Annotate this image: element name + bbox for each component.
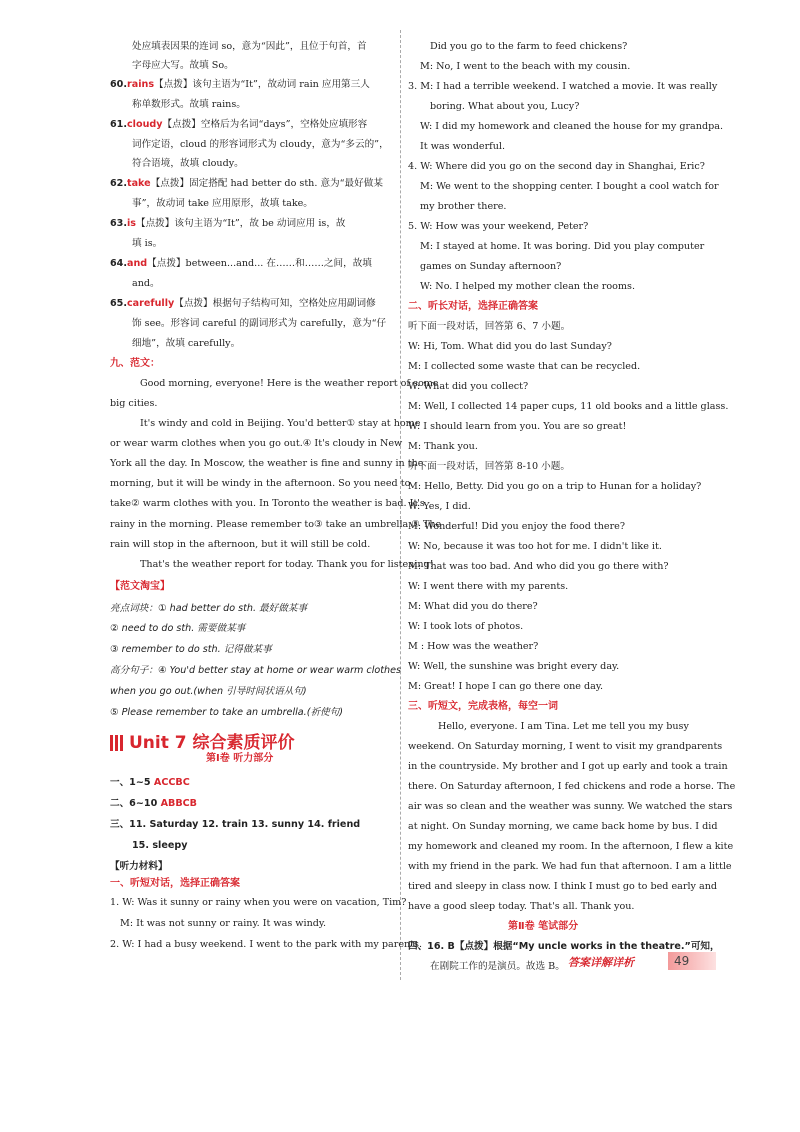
essay-line: big cities. [110, 398, 158, 409]
long-dialog-line: W: Yes, I did. [408, 501, 471, 512]
answer-line [110, 297, 376, 310]
text-line: 饰 see。形容词 careful 的副词形式为 carefully，意为“仔 [132, 318, 387, 329]
long-dialog-line: M: Hello, Betty. Did you go on a trip to Hunan for a holiday? [408, 481, 702, 492]
dialog-line: M: We went to the shopping center. I bought a cool watch for [420, 181, 719, 192]
section-title-essay: 九、范文： [110, 358, 160, 369]
essay-line: take② warm clothes with you. In Toronto the weather is bad. It's [110, 498, 425, 509]
text-line: 字母应大写。故填 So。 [132, 60, 234, 71]
footer-label: 答案详解详析 [568, 956, 634, 969]
dialog-line: 3. M: I had a terrible weekend. I watched a movie. It was really [408, 81, 718, 92]
answer-row-3b: 15. sleepy [132, 840, 188, 851]
unit-title [110, 728, 295, 753]
long-dialog-line: 听下面一段对话，回答第 8-10 小题。 [408, 461, 570, 472]
passage-line: air was so clean and the weather was sunny. We watched the stars [408, 801, 733, 812]
answer-explanation: 【点拨】between...and... 在……和……之间，故填 [147, 258, 372, 269]
essay-notes-title: 【范文淘宝】 [110, 581, 170, 592]
long-dialog-line: M: I collected some waste that can be recycled. [408, 361, 641, 372]
section-2-title: 二、听长对话，选择正确答案 [408, 301, 538, 312]
page-footer [568, 952, 716, 972]
essay-line: rainy in the morning. Please remember to③ take an umbrella.⑤ The [110, 519, 442, 530]
dialog-line: It was wonderful. [420, 141, 506, 152]
long-dialog-line: W: I should learn from you. You are so great! [408, 421, 627, 432]
text-line: 称单数形式。故填 rains。 [132, 99, 246, 110]
text-line: 填 is。 [132, 238, 163, 249]
question-number: 64. [110, 258, 127, 269]
long-dialog-line: M: Great! I hope I can go there one day. [408, 681, 604, 692]
dialog-line: Did you go to the farm to feed chickens? [430, 41, 628, 52]
essay-line: That's the weather report for today. Thank you for listening! [140, 559, 434, 570]
long-dialog-line: M: Well, I collected 14 paper cups, 11 old books and a little glass. [408, 401, 729, 412]
answer-row [110, 776, 190, 789]
text-line: 处应填表因果的连词 so，意为“因此”，且位于句首，首 [132, 41, 367, 52]
answer-key: and [127, 258, 148, 269]
highlight-line: ③ remember to do sth. 记得做某事 [110, 644, 272, 655]
answer-key: rains [127, 79, 155, 90]
answer-explanation: 【点拨】该句主语为“It”，故动词 rain 应用第三人 [154, 79, 370, 90]
long-dialog-line: M: That was too bad. And who did you go there with? [408, 561, 669, 572]
answer-explanation: 【点拨】根据句子结构可知，空格处应用副词修 [174, 298, 376, 309]
answer-key: take [127, 178, 151, 189]
passage-line: have a good sleep today. That's all. Thank you. [408, 901, 635, 912]
section-1-title: 一、听短对话，选择正确答案 [110, 878, 240, 889]
passage-line: tired and sleepy in class now. I think I must go to bed early and [408, 881, 718, 892]
dialog-line: my brother there. [420, 201, 507, 212]
long-dialog-line: M: What did you do there? [408, 601, 538, 612]
dialog-line: W: I did my homework and cleaned the house for my grandpa. [420, 121, 724, 132]
essay-line: It's windy and cold in Beijing. You'd better① stay at home [140, 418, 421, 429]
question-number: 62. [110, 178, 127, 189]
answer-range: 一、1~5 [110, 777, 154, 788]
answer-explanation: 【点拨】固定搭配 had better do sth. 意为“最好做某 [150, 178, 383, 189]
answer-values: ABBCB [160, 798, 197, 809]
passage-line: in the countryside. My brother and I got up early and took a train [408, 761, 728, 772]
answer-values: ACCBC [153, 777, 190, 788]
text-line: 词作定语，cloud 的形容词形式为 cloudy，意为“多云的”， [132, 139, 389, 150]
highlight-line: 亮点词块：① had better do sth. 最好做某事 [110, 603, 308, 614]
paper-part-1: 第Ⅰ卷 听力部分 [206, 753, 274, 764]
page-number: 49 [668, 952, 716, 970]
question-number: 63. [110, 218, 127, 229]
passage-line: my homework and cleaned my room. In the afternoon, I flew a kite [408, 841, 734, 852]
dialog-line: W: No. I helped my mother clean the rooms. [420, 281, 636, 292]
answer-line [110, 177, 383, 190]
text-line: and。 [132, 278, 160, 289]
long-dialog-line: W: I went there with my parents. [408, 581, 569, 592]
answer-explanation: 【点拨】该句主语为“It”，故 be 动词应用 is，故 [136, 218, 346, 229]
long-dialog-line: W: What did you collect? [408, 381, 529, 392]
question-16: 四、16. B【点拨】根据“My uncle works in the theatre.”可知， [408, 941, 720, 952]
dialog-line: 1. W: Was it sunny or rainy when you were on vacation, Tim? [110, 897, 407, 908]
passage-line: weekend. On Saturday morning, I went to visit my grandparents [408, 741, 723, 752]
title-bars-icon [110, 733, 125, 753]
long-dialog-line: M: Wonderful! Did you enjoy the food there? [408, 521, 626, 532]
long-dialog-line: M : How was the weather? [408, 641, 539, 652]
long-dialog-line: W: I took lots of photos. [408, 621, 524, 632]
text-line: 事”，故动词 take 应用原形，故填 take。 [132, 198, 313, 209]
dialog-line: 5. W: How was your weekend, Peter? [408, 221, 589, 232]
answer-line [110, 78, 370, 91]
highlight-line: ⑤ Please remember to take an umbrella.(祈使句) [110, 707, 343, 718]
question-number: 65. [110, 298, 127, 309]
essay-line: or wear warm clothes when you go out.④ It's cloudy in New [110, 438, 403, 449]
essay-line: rain will stop in the afternoon, but it will still be cold. [110, 539, 371, 550]
long-dialog-line: 听下面一段对话，回答第 6、7 小题。 [408, 321, 571, 332]
passage-line: at night. On Sunday morning, we came back home by bus. I did [408, 821, 718, 832]
dialog-line: boring. What about you, Lucy? [430, 101, 580, 112]
text-line: 符合语境，故填 cloudy。 [132, 158, 244, 169]
question-number: 61. [110, 119, 127, 130]
answer-line [110, 118, 367, 131]
dialog-line: M: It was not sunny or rainy. It was windy. [120, 918, 327, 929]
question-16-explanation: 在剧院工作的是演员。故选 B。 [430, 961, 565, 972]
text-line: 细地”，故填 carefully。 [132, 338, 241, 349]
dialog-line: 4. W: Where did you go on the second day in Shanghai, Eric? [408, 161, 705, 172]
highlight-line: 高分句子：④ You'd better stay at home or wear warm clothes [110, 665, 401, 676]
highlight-line: ② need to do sth. 需要做某事 [110, 623, 246, 634]
answer-row [110, 797, 197, 810]
dialog-line: games on Sunday afternoon? [420, 261, 562, 272]
answer-line [110, 257, 372, 270]
long-dialog-line: M: Thank you. [408, 441, 478, 452]
long-dialog-line: W: No, because it was too hot for me. I didn't like it. [408, 541, 662, 552]
dialog-line: M: I stayed at home. It was boring. Did you play computer [420, 241, 705, 252]
highlight-line: when you go out.(when 引导时间状语从句) [110, 686, 307, 697]
question-number: 60. [110, 79, 127, 90]
answer-key: is [127, 218, 136, 229]
answer-key: cloudy [127, 119, 163, 130]
passage-line: with my friend in the park. We had fun that afternoon. I am a little [408, 861, 732, 872]
listening-material-title: 【听力材料】 [110, 861, 168, 872]
long-dialog-line: W: Hi, Tom. What did you do last Sunday? [408, 341, 612, 352]
essay-line: morning, but it will be windy in the afternoon. So you need to [110, 478, 411, 489]
answer-range: 二、6~10 [110, 798, 161, 809]
passage-line: there. On Saturday afternoon, I fed chickens and rode a horse. The [408, 781, 736, 792]
section-3-title: 三、听短文，完成表格，每空一词 [408, 701, 558, 712]
dialog-line: 2. W: I had a busy weekend. I went to the park with my parents. [110, 939, 423, 950]
dialog-line: M: No, I went to the beach with my cousin. [420, 61, 631, 72]
unit-title-text: Unit 7 综合素质评价 [129, 733, 295, 753]
answer-row-3: 三、11. Saturday 12. train 13. sunny 14. friend [110, 819, 361, 830]
paper-part-2: 第Ⅱ卷 笔试部分 [508, 921, 579, 932]
long-dialog-line: W: Well, the sunshine was bright every day. [408, 661, 620, 672]
answer-key: carefully [127, 298, 175, 309]
essay-line: Good morning, everyone! Here is the weather report of some [140, 378, 439, 389]
passage-line: Hello, everyone. I am Tina. Let me tell you my busy [438, 721, 689, 732]
answer-explanation: 【点拨】空格后为名词“days”，空格处应填形容 [162, 119, 368, 130]
answer-line [110, 217, 346, 230]
essay-line: York all the day. In Moscow, the weather is fine and sunny in the [110, 458, 424, 469]
